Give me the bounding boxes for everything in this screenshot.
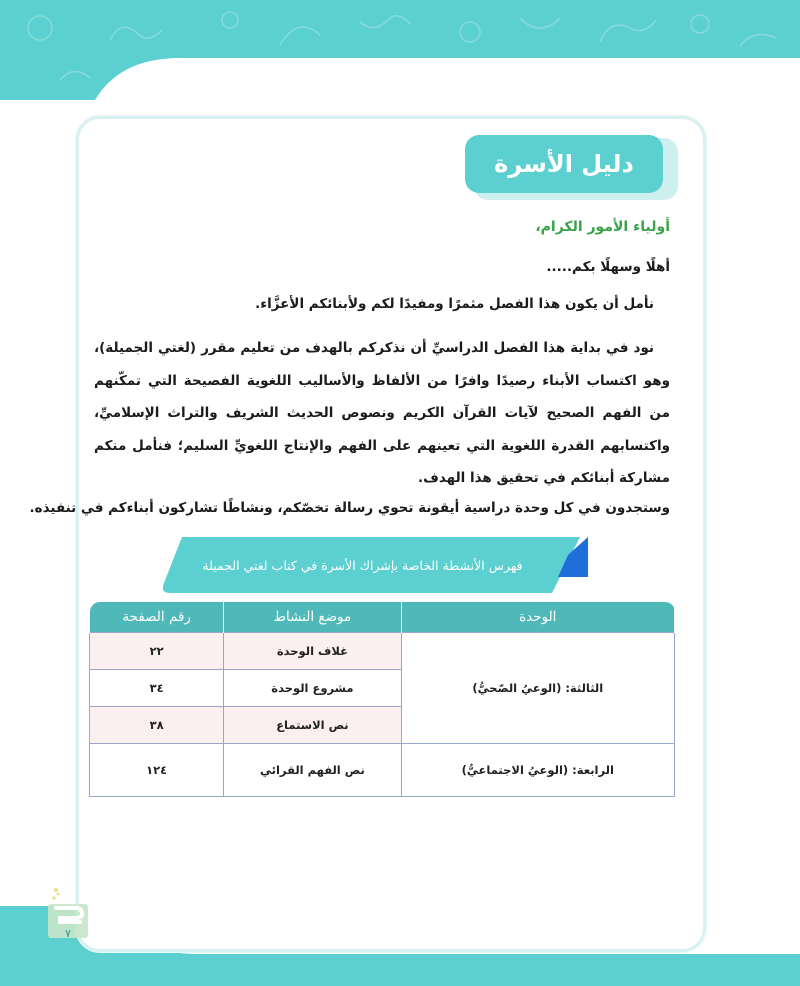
column-header-unit: الوحدة [401, 602, 674, 632]
page-number-badge [46, 884, 92, 940]
content-card [76, 116, 706, 952]
welcome-line: أهلًا وسهلًا بكم..... [546, 259, 670, 275]
top-banner-shape [0, 0, 800, 100]
page-number-badge-shape [46, 884, 92, 940]
hope-line: نأمل أن يكون هذا الفصل مثمرًا ومفيدًا لكم ولأبنائكم الأعزَّاء. [255, 296, 654, 312]
activities-table [89, 602, 675, 797]
place-cell: نص الاستماع [224, 706, 401, 743]
table-header-row [90, 602, 675, 632]
unit-cell: الثالثة: (الوعيُ الصّحيُّ) [401, 632, 674, 743]
page-number: ٧ [65, 927, 71, 940]
page-cell: ٣٨ [90, 706, 224, 743]
place-cell: مشروع الوحدة [224, 669, 401, 706]
column-header-page: رقم الصفحة [90, 602, 224, 632]
table-row [90, 743, 675, 796]
column-header-place: موضع النشاط [224, 602, 401, 632]
page-title: دليل الأسرة [465, 135, 663, 193]
page-cell: ٢٢ [90, 632, 224, 669]
page-cell: ٣٤ [90, 669, 224, 706]
goal-paragraph: نود في بداية هذا الفصل الدراسيِّ أن نذكركم بالهدف من تعليم مقرر (لغتي الجميلة)، وهو اكتساب الأبناء رصيدًا وافرًا من الألفاظ والأساليب اللغوية الفصيحة التي تمكّنهم من الفهم الصحيح لآيات القرآن الكريم ونصوص الحديث الشريف والتراث الإسلاميِّ، واكتسابهم القدرة اللغوية التي تعينهم على الفهم والإنتاج اللغويِّ السليم؛ فنأمل منكم مشاركة أبنائكم في تحقيق هذا الهدف. [94, 340, 670, 486]
place-cell: غلاف الوحدة [224, 632, 401, 669]
place-cell: نص الفهم القرائي [224, 743, 401, 796]
top-banner [0, 0, 800, 100]
activities-ribbon [160, 537, 590, 593]
greeting-heading: أولياء الأمور الكرام، [535, 219, 670, 235]
activities-header: فهرس الأنشطة الخاصة بإشراك الأسرة في كتاب لغتي الجميلة [202, 557, 523, 573]
closing-line: وستجدون في كل وحدة دراسية أيقونة تحوي رسالة تخصّكم، ونشاطًا تشاركون أبناءكم في تنفيذه. [29, 500, 670, 516]
page-cell: ١٢٤ [90, 743, 224, 796]
unit-cell: الرابعة: (الوعيُ الاجتماعيُّ) [401, 743, 674, 796]
table-row [90, 632, 675, 669]
